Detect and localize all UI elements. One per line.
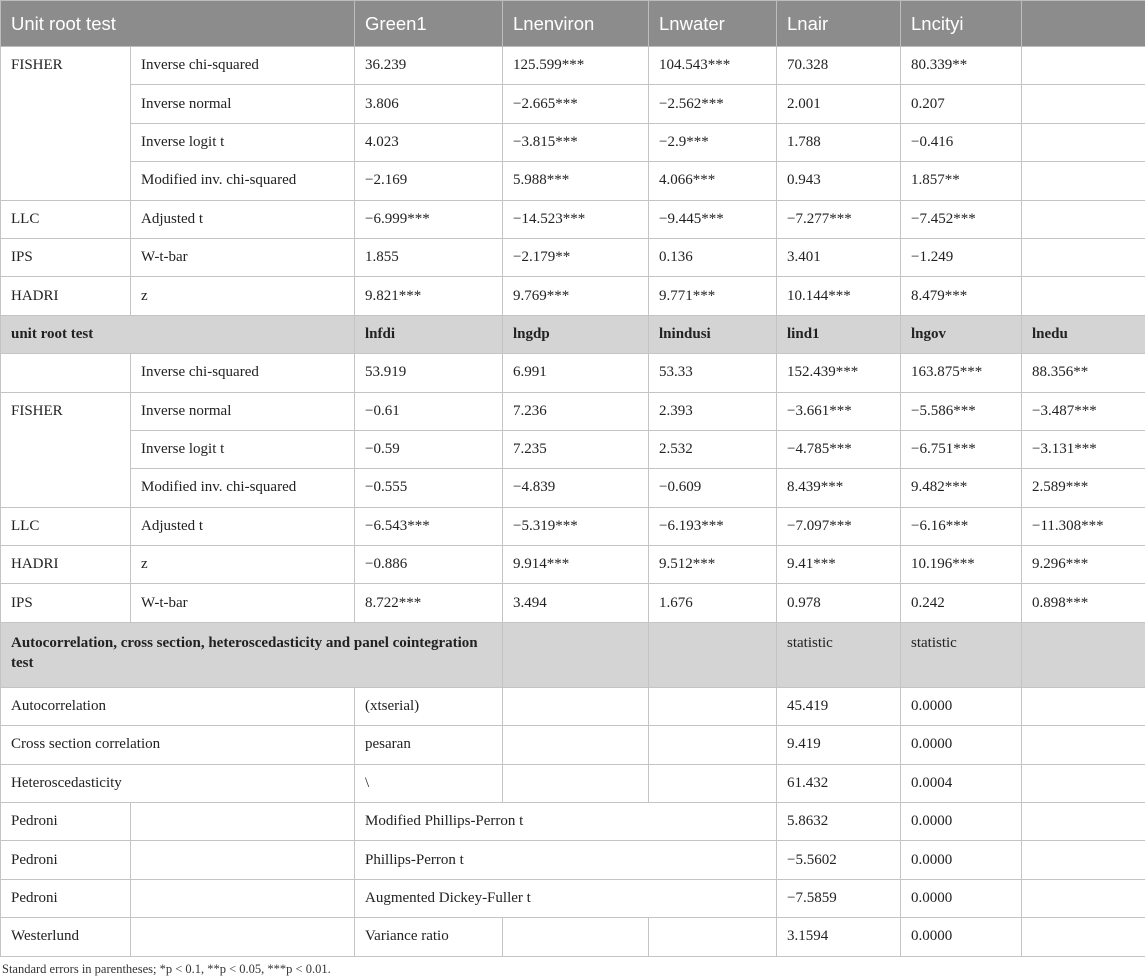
- cell-value: −6.999***: [355, 200, 503, 238]
- group-label: HADRI: [1, 546, 131, 584]
- table-row: [1, 238, 1145, 276]
- table-row: [1, 85, 1145, 123]
- test-method: \: [355, 764, 503, 802]
- test-method: Phillips-Perron t: [355, 841, 777, 879]
- cell-value: 2.532: [649, 430, 777, 468]
- cell-value: −6.193***: [649, 507, 777, 545]
- statistic-value: 45.419: [777, 687, 901, 725]
- test-name: Heteroscedasticity: [1, 764, 355, 802]
- table-row: [1, 507, 1145, 545]
- test-method: Variance ratio: [355, 918, 503, 956]
- cell-value: [1022, 85, 1145, 123]
- cell-value: [1022, 200, 1145, 238]
- header-empty: [1022, 622, 1145, 687]
- cell-value: 53.919: [355, 354, 503, 392]
- group-label: HADRI: [1, 277, 131, 315]
- cell-value: −3.487***: [1022, 392, 1145, 430]
- test-name: z: [131, 546, 355, 584]
- cell-value: −7.097***: [777, 507, 901, 545]
- cell-value: 10.144***: [777, 277, 901, 315]
- col-header-lnfdi: lnfdi: [355, 315, 503, 353]
- cell-value: 53.33: [649, 354, 777, 392]
- statistic-value: 3.1594: [777, 918, 901, 956]
- cell-value: 9.296***: [1022, 546, 1145, 584]
- col-header-lngdp: lngdp: [503, 315, 649, 353]
- test-name: Adjusted t: [131, 200, 355, 238]
- section1-title: Unit root test: [1, 1, 355, 47]
- cell-value: −2.9***: [649, 123, 777, 161]
- cell-value: 1.788: [777, 123, 901, 161]
- p-value: 0.0004: [901, 764, 1022, 802]
- cell-value: −2.169: [355, 162, 503, 200]
- cell-value: 88.356**: [1022, 354, 1145, 392]
- test-name: Inverse logit t: [131, 123, 355, 161]
- table-row: [1, 726, 1145, 764]
- cell-value: −0.416: [901, 123, 1022, 161]
- cell-value: 1.857**: [901, 162, 1022, 200]
- cell-value: 125.599***: [503, 47, 649, 85]
- section2-header-row: [1, 315, 1145, 353]
- cell-value: 8.439***: [777, 469, 901, 507]
- cell-value: 9.821***: [355, 277, 503, 315]
- table-row: [1, 354, 1145, 392]
- table-row: [1, 277, 1145, 315]
- cell-value: [1022, 277, 1145, 315]
- cell-value: 5.988***: [503, 162, 649, 200]
- cell-value: 0.943: [777, 162, 901, 200]
- test-method: Modified Phillips-Perron t: [355, 803, 777, 841]
- test-name: Cross section correlation: [1, 726, 355, 764]
- cell-value: [1022, 238, 1145, 276]
- section3-header-row: [1, 622, 1145, 687]
- cell-value: 1.855: [355, 238, 503, 276]
- cell-value: 9.771***: [649, 277, 777, 315]
- cell-value: 9.512***: [649, 546, 777, 584]
- table-row: [1, 47, 1145, 85]
- cell-value: 2.589***: [1022, 469, 1145, 507]
- cell-value: 0.242: [901, 584, 1022, 622]
- cell-value: 36.239: [355, 47, 503, 85]
- cell-value: 3.401: [777, 238, 901, 276]
- test-name: z: [131, 277, 355, 315]
- cell-value: −2.179**: [503, 238, 649, 276]
- test-name: Westerlund: [1, 918, 131, 956]
- group-label: IPS: [1, 238, 131, 276]
- test-name: Inverse normal: [131, 85, 355, 123]
- cell-value: 9.41***: [777, 546, 901, 584]
- table-row: [1, 918, 1145, 956]
- test-name: Inverse logit t: [131, 430, 355, 468]
- cell-value: 6.991: [503, 354, 649, 392]
- cell-value: 7.235: [503, 430, 649, 468]
- table-row: [1, 392, 1145, 430]
- col-header-lnindusi: lnindusi: [649, 315, 777, 353]
- cell-value: [1022, 162, 1145, 200]
- cell-value: 8.479***: [901, 277, 1022, 315]
- table-row: [1, 803, 1145, 841]
- cell-value: [1022, 47, 1145, 85]
- section1-header-row: [1, 1, 1145, 47]
- cell-value: 9.914***: [503, 546, 649, 584]
- cell-value: −3.131***: [1022, 430, 1145, 468]
- table-row: [1, 123, 1145, 161]
- cell-value: 70.328: [777, 47, 901, 85]
- cell-value: −5.586***: [901, 392, 1022, 430]
- cell-value: −6.543***: [355, 507, 503, 545]
- cell-value: −2.665***: [503, 85, 649, 123]
- cell-value: −3.815***: [503, 123, 649, 161]
- test-method: (xtserial): [355, 687, 503, 725]
- statistic-value: −7.5859: [777, 879, 901, 917]
- table-footnote: Standard errors in parentheses; *p < 0.1, **p < 0.05, ***p < 0.01.: [2, 961, 331, 976]
- table-row: [1, 687, 1145, 725]
- test-name: Inverse chi-squared: [131, 354, 355, 392]
- test-name: Adjusted t: [131, 507, 355, 545]
- cell-value: 152.439***: [777, 354, 901, 392]
- cell-value: −4.785***: [777, 430, 901, 468]
- group-label: [1, 354, 131, 392]
- cell-value: 163.875***: [901, 354, 1022, 392]
- group-label: IPS: [1, 584, 131, 622]
- statistic-value: 61.432: [777, 764, 901, 802]
- cell-value: −9.445***: [649, 200, 777, 238]
- col-header-lnair: Lnair: [777, 1, 901, 47]
- group-label: LLC: [1, 200, 131, 238]
- p-value: 0.0000: [901, 803, 1022, 841]
- test-name: Pedroni: [1, 841, 131, 879]
- col-header-lnwater: Lnwater: [649, 1, 777, 47]
- cell-value: 3.494: [503, 584, 649, 622]
- cell-value: −0.59: [355, 430, 503, 468]
- cell-value: 104.543***: [649, 47, 777, 85]
- statistic-value: 9.419: [777, 726, 901, 764]
- cell-value: 9.482***: [901, 469, 1022, 507]
- test-name: Inverse normal: [131, 392, 355, 430]
- test-name: Autocorrelation: [1, 687, 355, 725]
- cell-value: 4.023: [355, 123, 503, 161]
- table-row: [1, 879, 1145, 917]
- col-header-lncityi: Lncityi: [901, 1, 1022, 47]
- table-row: [1, 162, 1145, 200]
- cell-value: 0.978: [777, 584, 901, 622]
- cell-value: −11.308***: [1022, 507, 1145, 545]
- table-row: [1, 584, 1145, 622]
- cell-value: −0.609: [649, 469, 777, 507]
- cell-value: 0.898***: [1022, 584, 1145, 622]
- header-empty: [503, 622, 649, 687]
- col-header-lnenviron: Lnenviron: [503, 1, 649, 47]
- test-name: Modified inv. chi-squared: [131, 162, 355, 200]
- col-header-lind1: lind1: [777, 315, 901, 353]
- cell-value: 2.393: [649, 392, 777, 430]
- col-header-statistic: statistic: [901, 622, 1022, 687]
- p-value: 0.0000: [901, 687, 1022, 725]
- p-value: 0.0000: [901, 918, 1022, 956]
- test-method: Augmented Dickey-Fuller t: [355, 879, 777, 917]
- cell-value: 10.196***: [901, 546, 1022, 584]
- section2-title: unit root test: [1, 315, 355, 353]
- group-label: FISHER: [1, 47, 131, 201]
- cell-value: −2.562***: [649, 85, 777, 123]
- cell-value: 7.236: [503, 392, 649, 430]
- group-label: FISHER: [1, 392, 131, 507]
- cell-value: −7.452***: [901, 200, 1022, 238]
- test-method: pesaran: [355, 726, 503, 764]
- col-header-green1: Green1: [355, 1, 503, 47]
- cell-value: −0.886: [355, 546, 503, 584]
- p-value: 0.0000: [901, 879, 1022, 917]
- cell-value: 4.066***: [649, 162, 777, 200]
- col-header-empty: [1022, 1, 1145, 47]
- test-name: Inverse chi-squared: [131, 47, 355, 85]
- test-name: Pedroni: [1, 879, 131, 917]
- cell-value: 8.722***: [355, 584, 503, 622]
- cell-value: 1.676: [649, 584, 777, 622]
- table-row: [1, 764, 1145, 802]
- table-row: [1, 469, 1145, 507]
- cell-value: 0.136: [649, 238, 777, 276]
- table-row: [1, 430, 1145, 468]
- cell-value: −7.277***: [777, 200, 901, 238]
- col-header-lngov: lngov: [901, 315, 1022, 353]
- cell-value: 80.339**: [901, 47, 1022, 85]
- p-value: 0.0000: [901, 841, 1022, 879]
- cell-value: 9.769***: [503, 277, 649, 315]
- cell-value: −14.523***: [503, 200, 649, 238]
- statistic-value: −5.5602: [777, 841, 901, 879]
- cell-value: −0.555: [355, 469, 503, 507]
- cell-value: −6.16***: [901, 507, 1022, 545]
- cell-value: [1022, 123, 1145, 161]
- statistic-value: 5.8632: [777, 803, 901, 841]
- cell-value: −5.319***: [503, 507, 649, 545]
- test-name: Modified inv. chi-squared: [131, 469, 355, 507]
- table-row: [1, 546, 1145, 584]
- cell-value: −1.249: [901, 238, 1022, 276]
- cell-value: 0.207: [901, 85, 1022, 123]
- col-header-lnedu: lnedu: [1022, 315, 1145, 353]
- test-name: W-t-bar: [131, 584, 355, 622]
- cell-value: −4.839: [503, 469, 649, 507]
- test-name: Pedroni: [1, 803, 131, 841]
- cell-value: 3.806: [355, 85, 503, 123]
- cell-value: 2.001: [777, 85, 901, 123]
- test-name: W-t-bar: [131, 238, 355, 276]
- cell-value: −0.61: [355, 392, 503, 430]
- table-row: [1, 841, 1145, 879]
- p-value: 0.0000: [901, 726, 1022, 764]
- cell-value: −3.661***: [777, 392, 901, 430]
- group-label: LLC: [1, 507, 131, 545]
- table-row: [1, 200, 1145, 238]
- header-empty: [649, 622, 777, 687]
- cell-value: −6.751***: [901, 430, 1022, 468]
- col-header-statistic: statistic: [777, 622, 901, 687]
- section3-title: Autocorrelation, cross section, heteroscedasticity and panel cointegration test: [1, 622, 503, 687]
